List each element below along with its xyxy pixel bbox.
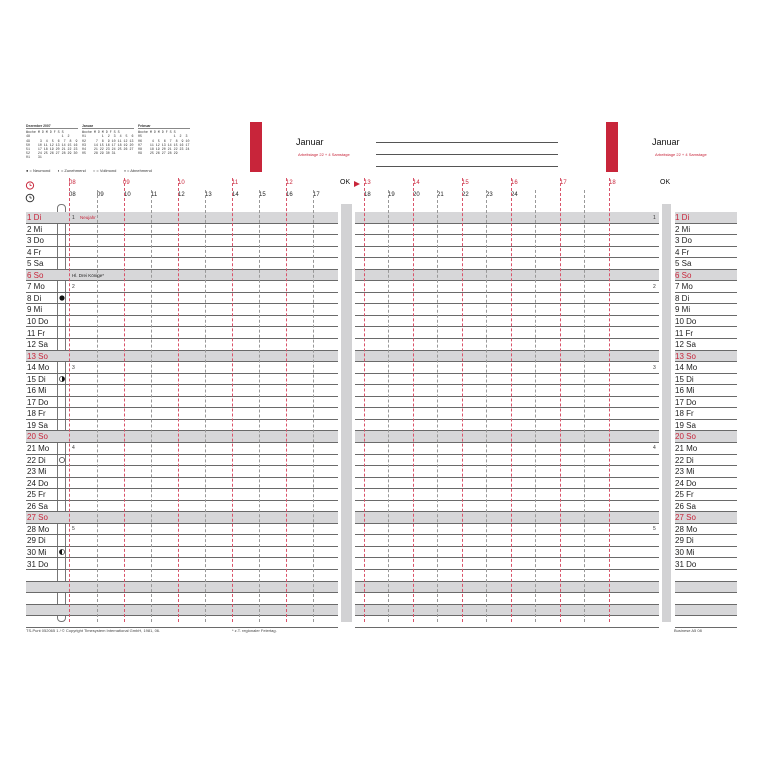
hour-label-red: 08: [69, 180, 76, 186]
hour-divider: [286, 178, 287, 622]
hour-label-red: 13: [364, 180, 371, 186]
alarm-clock-icon: [25, 180, 35, 190]
day-row: [26, 478, 338, 490]
week-number: 5: [653, 526, 656, 532]
day-row: [355, 512, 659, 524]
hour-label: 18: [364, 192, 371, 198]
mini-calendar-row: 51 17 18 19 20 21 22 23: [26, 147, 78, 152]
day-label[interactable]: 21 Mo: [675, 444, 698, 453]
hour-label: 20: [413, 192, 420, 198]
day-row: [355, 582, 659, 594]
hour-label: 09: [97, 192, 104, 198]
day-label[interactable]: 20 So: [675, 432, 696, 442]
day-row: [355, 570, 659, 582]
day-row: [26, 224, 338, 236]
mini-calendar-row: 08 18 19 20 21 22 23 24: [138, 147, 190, 152]
day-row: [26, 374, 338, 386]
day-row: [675, 605, 737, 617]
day-label[interactable]: 21 Mo: [27, 444, 50, 453]
day-label[interactable]: 29 Di: [27, 536, 46, 546]
day-label[interactable]: 2 Mi: [27, 224, 43, 234]
footer-note: * z.T. regionaler Feiertag.: [232, 628, 277, 633]
hour-divider: [609, 178, 610, 622]
gray-separator-column: [341, 204, 352, 622]
day-row: [26, 501, 338, 513]
day-label[interactable]: 28 Mo: [27, 524, 50, 534]
day-label[interactable]: 14 Mo: [27, 363, 50, 373]
mini-calendar-header: Woche M D M D F S S: [26, 130, 64, 135]
day-row: [26, 616, 338, 628]
day-row: [675, 582, 737, 594]
day-label[interactable]: 27 So: [675, 513, 696, 523]
day-label[interactable]: 6 So: [27, 270, 44, 280]
day-row: [26, 258, 338, 270]
day-label[interactable]: 8 Di: [27, 293, 42, 303]
day-row: [355, 420, 659, 432]
week-number: 2: [72, 284, 75, 290]
month-marker-bar-right: [606, 122, 618, 172]
day-row: [26, 304, 338, 316]
day-row: [355, 258, 659, 270]
day-label[interactable]: 15 Di: [27, 374, 46, 384]
day-label[interactable]: 31 Do: [27, 559, 49, 569]
day-label[interactable]: 31 Do: [675, 559, 697, 569]
hour-label: 15: [259, 192, 266, 198]
hour-label-red: 17: [560, 180, 567, 186]
mini-calendar-row: 48 1 2: [26, 134, 70, 139]
footer-copyright: TS-Punt 052065 1 / © Copyright Timesystem International GmbH, 1981, 06.: [26, 628, 161, 633]
ok-label-left: OK: [340, 179, 351, 186]
day-label[interactable]: 16 Mi: [675, 386, 695, 396]
mini-calendar-row: 07 11 12 13 14 15 16 17: [138, 142, 190, 147]
hour-divider: [511, 178, 512, 622]
day-label[interactable]: 17 Do: [27, 397, 49, 407]
half-hour-divider: [205, 190, 206, 622]
day-row: [26, 593, 338, 605]
day-row: [355, 535, 659, 547]
day-label[interactable]: 10 Do: [675, 316, 697, 326]
hour-divider: [364, 178, 365, 622]
day-row: [355, 605, 659, 617]
day-label[interactable]: 7 Mo: [27, 282, 45, 292]
row-line: [355, 627, 659, 628]
half-hour-divider: [313, 190, 314, 622]
day-label[interactable]: 29 Di: [675, 536, 694, 546]
day-label[interactable]: 23 Mi: [27, 467, 47, 477]
day-label[interactable]: 7 Mo: [675, 282, 693, 292]
week-number: 5: [72, 526, 75, 532]
hour-label-red: 15: [462, 180, 469, 186]
day-row: [26, 512, 338, 524]
legend-waxing: ◐ = Zunehmend: [57, 168, 86, 173]
month-title-right: Januar: [652, 137, 680, 147]
day-row: [355, 455, 659, 467]
day-label[interactable]: 12 Sa: [27, 340, 48, 350]
day-label[interactable]: 9 Mi: [675, 305, 691, 315]
day-row: [355, 212, 659, 224]
week-number: 2: [653, 284, 656, 290]
day-label[interactable]: 10 Do: [27, 316, 49, 326]
waxing-moon-icon: [59, 376, 65, 382]
day-row: [26, 385, 338, 397]
day-label[interactable]: 3 Do: [675, 236, 692, 246]
waning-moon-icon: [59, 549, 65, 555]
mini-calendar-title: Dezember 2007: [26, 124, 78, 129]
day-row: [355, 235, 659, 247]
hour-label-red: 09: [123, 180, 130, 186]
day-row: [355, 351, 659, 363]
half-hour-divider: [535, 190, 536, 622]
month-marker-bar-left: [250, 122, 262, 172]
day-row: [26, 420, 338, 432]
new-moon-icon: [59, 295, 65, 301]
day-label[interactable]: 25 Fr: [675, 490, 694, 500]
mini-calendar-row: 01 1 2 3 4 5 6: [82, 134, 134, 139]
day-row: [26, 547, 338, 559]
hour-label-red: 14: [413, 180, 420, 186]
day-label[interactable]: 30 Mi: [27, 547, 47, 557]
day-row: [355, 385, 659, 397]
day-label[interactable]: 19 Sa: [675, 420, 696, 430]
play-arrow-icon: [354, 181, 360, 187]
hour-label: 13: [205, 192, 212, 198]
day-label[interactable]: 15 Di: [675, 374, 694, 384]
day-row: [355, 489, 659, 501]
day-row: [675, 616, 737, 628]
day-label[interactable]: 20 So: [27, 432, 48, 442]
day-row: [355, 316, 659, 328]
event-neujahr: Neujahr: [80, 215, 96, 220]
hour-label: 23: [486, 192, 493, 198]
month-title-left: Januar: [296, 137, 324, 147]
day-label[interactable]: 3 Do: [27, 236, 44, 246]
note-line: [376, 142, 558, 143]
mini-calendar-row: 05 1 2 3: [138, 134, 188, 139]
day-label[interactable]: 14 Mo: [675, 363, 698, 373]
day-label[interactable]: 26 Sa: [675, 501, 696, 511]
month-subtitle-right: Arbeitstage 22 + 4 Samstage: [655, 152, 707, 157]
hour-label: 17: [313, 192, 320, 198]
half-hour-divider: [584, 190, 585, 622]
hour-label: 12: [178, 192, 185, 198]
day-row: [26, 235, 338, 247]
day-label[interactable]: 24 Do: [675, 478, 697, 488]
moon-legend: [26, 168, 158, 173]
hour-label: 14: [232, 192, 239, 198]
day-row: [355, 593, 659, 605]
day-label[interactable]: 24 Do: [27, 478, 49, 488]
day-row: [26, 431, 338, 443]
week-number: 4: [72, 445, 75, 451]
day-label[interactable]: 11 Fr: [27, 328, 46, 338]
day-label[interactable]: 18 Fr: [675, 409, 694, 419]
day-row: [26, 582, 338, 594]
mini-calendar-row: 03 14 15 16 17 18 19 20: [82, 142, 134, 147]
day-row: [355, 339, 659, 351]
day-row: [26, 466, 338, 478]
day-label[interactable]: 17 Do: [675, 397, 697, 407]
month-subtitle-left: Arbeitstage 22 + 4 Samstage: [298, 152, 350, 157]
day-label[interactable]: 4 Fr: [27, 247, 42, 257]
hour-divider: [232, 178, 233, 622]
day-row: [355, 524, 659, 536]
event-drei-koenige: Hl. Drei Könige*: [72, 273, 105, 278]
day-row: [355, 247, 659, 259]
day-label[interactable]: 11 Fr: [675, 328, 694, 338]
mini-calendar-title: Januar: [82, 124, 134, 129]
mini-calendar-row: 02 7 8 9 10 11 12 13: [82, 138, 134, 143]
legend-new-moon: ● = Neumond: [26, 168, 51, 173]
hour-divider: [560, 178, 561, 622]
day-row: [26, 397, 338, 409]
day-label[interactable]: 8 Di: [675, 293, 690, 303]
gray-separator-column: [662, 204, 671, 622]
day-row: [26, 408, 338, 420]
day-row: [355, 408, 659, 420]
mini-calendar-row: 05 28 29 30 31: [82, 151, 116, 156]
hour-label: 22: [462, 192, 469, 198]
day-label[interactable]: 25 Fr: [27, 490, 46, 500]
day-label[interactable]: 1 Di: [675, 213, 690, 222]
day-row: [26, 570, 338, 582]
day-row: [675, 593, 737, 605]
clock-icon: [25, 193, 35, 203]
day-row: [26, 316, 338, 328]
half-hour-divider: [437, 190, 438, 622]
day-row: [355, 443, 659, 455]
day-row: [355, 270, 659, 282]
day-row: [355, 478, 659, 490]
day-row: [26, 247, 338, 259]
week-number: 3: [653, 365, 656, 371]
footer-product: Businese A5 08: [674, 628, 702, 633]
day-row: [26, 489, 338, 501]
legend-full-moon: ○ = Vollmond: [92, 168, 117, 173]
day-label[interactable]: 1 Di: [27, 213, 42, 222]
half-hour-divider: [388, 190, 389, 622]
hour-label: 10: [124, 192, 131, 198]
day-row: [26, 455, 338, 467]
note-line: [376, 154, 558, 155]
week-number: 1: [653, 215, 656, 221]
mini-calendar-row: 49 3 4 5 6 7 8 9: [26, 138, 78, 143]
day-label[interactable]: 27 So: [27, 513, 48, 523]
day-row: [26, 351, 338, 363]
day-row: [355, 547, 659, 559]
hour-label-red: 16: [511, 180, 518, 186]
mini-calendar-january: [82, 124, 134, 155]
hour-divider: [69, 178, 70, 622]
hour-label: 24: [511, 192, 518, 198]
hour-label-red: 11: [232, 180, 239, 186]
day-row: [26, 559, 338, 571]
day-row: [355, 559, 659, 571]
legend-waning: ◑ = Abnehmend: [123, 168, 152, 173]
half-hour-divider: [486, 190, 487, 622]
hour-label-red: 18: [609, 180, 616, 186]
day-label[interactable]: 13 So: [675, 351, 696, 361]
mini-calendar-row: 04 21 22 23 24 25 26 27: [82, 147, 134, 152]
day-label[interactable]: 16 Mi: [27, 386, 47, 396]
hour-divider: [413, 178, 414, 622]
mini-calendar-row: 06 4 5 6 7 8 9 10: [138, 138, 190, 143]
week-number: 1: [72, 215, 75, 221]
week-number: 4: [653, 445, 656, 451]
day-row: [355, 328, 659, 340]
day-row: [355, 616, 659, 628]
day-row: [355, 501, 659, 513]
half-hour-divider: [97, 190, 98, 622]
day-label[interactable]: 19 Sa: [27, 420, 48, 430]
day-label[interactable]: 26 Sa: [27, 501, 48, 511]
day-label[interactable]: 28 Mo: [675, 524, 698, 534]
day-label[interactable]: 13 So: [27, 351, 48, 361]
day-label[interactable]: 12 Sa: [675, 340, 696, 350]
day-label[interactable]: 6 So: [675, 270, 692, 280]
hour-divider: [462, 178, 463, 622]
half-hour-divider: [259, 190, 260, 622]
full-moon-icon: [59, 457, 65, 463]
mini-calendar-header: Woche M D M D F S S: [82, 130, 120, 135]
day-label[interactable]: 9 Mi: [27, 305, 43, 315]
note-line: [376, 166, 558, 167]
half-hour-divider: [151, 190, 152, 622]
day-row: [355, 362, 659, 374]
day-row: [355, 281, 659, 293]
day-label[interactable]: 5 Sa: [675, 259, 692, 269]
day-label[interactable]: 30 Mi: [675, 547, 695, 557]
hour-label-red: 12: [286, 180, 293, 186]
hour-label: 21: [437, 192, 444, 198]
day-label[interactable]: 22 Di: [675, 455, 694, 465]
day-row: [26, 535, 338, 547]
mini-calendar-title: Februar: [138, 124, 190, 129]
hour-label: 19: [388, 192, 395, 198]
mini-calendar-row: 01 31: [26, 155, 42, 160]
hour-label: 08: [69, 192, 76, 198]
day-label[interactable]: 4 Fr: [675, 247, 690, 257]
day-row: [355, 293, 659, 305]
mini-calendar-row: 09 25 26 27 28 29: [138, 151, 178, 156]
day-row: [26, 605, 338, 617]
ok-label-right: OK: [660, 179, 671, 186]
day-label[interactable]: 2 Mi: [675, 224, 691, 234]
day-label[interactable]: 18 Fr: [27, 409, 46, 419]
day-row: [26, 328, 338, 340]
mini-calendar-december: [26, 124, 78, 160]
day-row: [355, 431, 659, 443]
day-label[interactable]: 23 Mi: [675, 467, 695, 477]
day-label[interactable]: 5 Sa: [27, 259, 44, 269]
hour-label: 16: [286, 192, 293, 198]
hour-label: 11: [151, 192, 158, 198]
day-row: [26, 293, 338, 305]
day-label[interactable]: 22 Di: [27, 455, 46, 465]
hour-divider: [178, 178, 179, 622]
mini-calendar-row: 50 10 11 12 13 14 15 16: [26, 142, 78, 147]
day-row: [355, 304, 659, 316]
mini-calendar-february: [138, 124, 190, 155]
day-row: [26, 339, 338, 351]
hour-label-red: 10: [178, 180, 185, 186]
day-row: [355, 224, 659, 236]
day-row: [675, 570, 737, 582]
day-row: [355, 397, 659, 409]
mini-calendar-header: Woche M D M D F S S: [138, 130, 176, 135]
day-row: [355, 374, 659, 386]
mini-calendar-row: 52 24 25 26 27 28 29 30: [26, 151, 78, 156]
week-number: 3: [72, 365, 75, 371]
hour-divider: [124, 178, 125, 622]
day-row: [355, 466, 659, 478]
